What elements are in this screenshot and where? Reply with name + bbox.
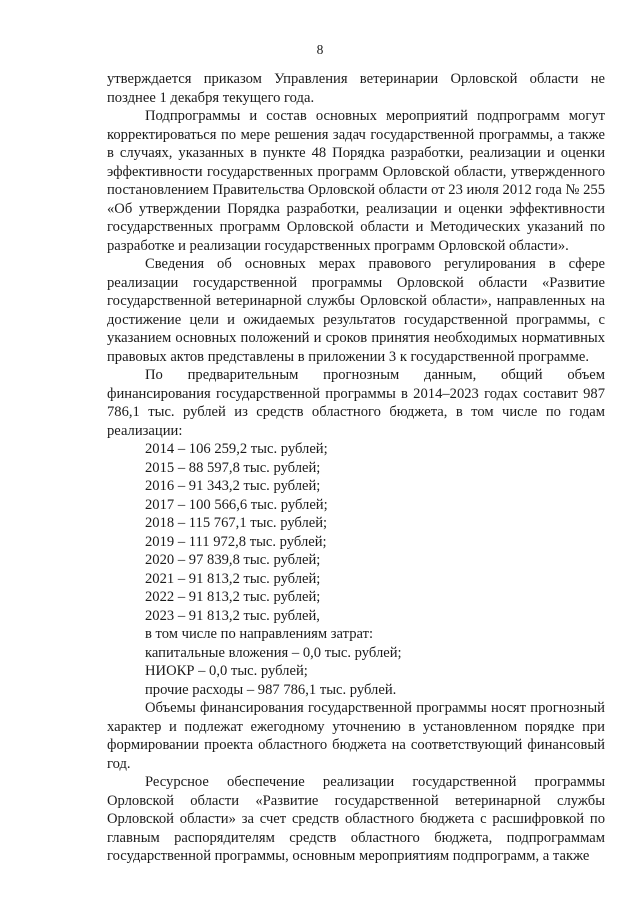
list-item: 2022 – 91 813,2 тыс. рублей; (145, 589, 321, 605)
list-item: 2017 – 100 566,6 тыс. рублей; (145, 496, 328, 513)
page-number: 8 (316, 42, 324, 57)
list-item: НИОКР – 0,0 тыс. рублей; (145, 663, 308, 679)
paragraph: По предварительным прогнозным данным, общий объем финансирования государственной программы в 2014–2023 годах составит 987 786,1 тыс. рублей из средств областного бюджета, в том числе по годам реализации: (107, 367, 605, 439)
list-item: 2018 – 115 767,1 тыс. рублей; (145, 515, 328, 531)
paragraph: утверждается приказом Управления ветеринарии Орловской области не позднее 1 декабря текущего года. (107, 71, 605, 106)
list-item: 2015 – 88 597,8 тыс. рублей; (145, 459, 321, 476)
list-item: 2023 – 91 813,2 тыс. рублей, (145, 607, 320, 624)
paragraph: Подпрограммы и состав основных мероприятий подпрограмм могут корректироваться по мере решения задач государственной программы, а также в случаях, указанных в пункте 48 Порядка разработки, реализации и оценки эффективности государственных программ Орловской области, утвержденного постановлением Правительства Орловской области от 23 июля 2012 года № 255 «Об утверждении Порядка разработки, реализации и оценки эффективности государственных программ Орловской области и Методических указаний по разработке и реализации государственных программ Орловской области». (107, 108, 605, 254)
document-body (107, 70, 605, 866)
list-item: 2021 – 91 813,2 тыс. рублей; (145, 570, 321, 587)
list-item: 2016 – 91 343,2 тыс. рублей; (145, 478, 321, 494)
list-item: 2020 – 97 839,8 тыс. рублей; (145, 552, 321, 568)
paragraph: Ресурсное обеспечение реализации государственной программы Орловской области «Развитие государственной ветеринарной службы Орловской области» за счет средств областного бюджета с расшифровкой по главным распорядителям средств областного бюджета, подпрограммам государственной программы, основным мероприятиям подпрограмм, а также (107, 774, 605, 864)
paragraph: Сведения об основных мерах правового регулирования в сфере реализации государственной программы Орловской области «Развитие государственной ветеринарной службы Орловской области», направленных на достижение цели и ожидаемых результатов государственной программы, с указанием основных положений и сроков принятия необходимых нормативных правовых актов представлены в приложении 3 к государственной программе. (107, 256, 605, 365)
list-item: в том числе по направлениям затрат: (145, 626, 374, 642)
list-item: 2014 – 106 259,2 тыс. рублей; (145, 441, 328, 457)
funding-by-year-list (107, 440, 605, 625)
list-item: прочие расходы – 987 786,1 тыс. рублей. (145, 681, 397, 698)
list-item: капитальные вложения – 0,0 тыс. рублей; (145, 644, 402, 661)
list-item: 2019 – 111 972,8 тыс. рублей; (145, 533, 327, 550)
paragraph: Объемы финансирования государственной программы носят прогнозный характер и подлежат ежегодному уточнению в установленном порядке при формировании проекта областного бюджета на соответствующий финансовый год. (107, 700, 605, 772)
funding-by-direction-list (107, 625, 605, 699)
